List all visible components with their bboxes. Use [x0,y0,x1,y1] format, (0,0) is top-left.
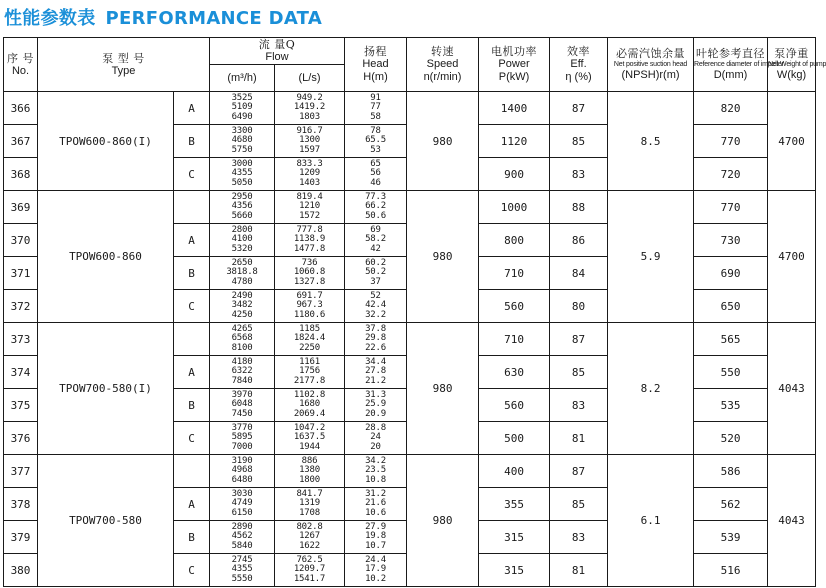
flow-ls-value: 833.3 [296,158,323,169]
flow-ls-value: 777.8 [296,224,323,235]
impeller-diameter: 520 [694,422,768,455]
flow-ls-value: 1161 [299,356,320,367]
row-number: 376 [4,422,38,455]
impeller-variant: B [174,521,210,554]
flow-ls-value: 1680 [299,399,320,410]
flow-ls-value: 1708 [299,507,320,518]
flow-ls-value: 1185 [299,323,320,334]
flow-m3h-value: 4749 [231,498,253,509]
row-number: 373 [4,323,38,356]
head-m-value: 91 [370,92,381,103]
row-number: 368 [4,158,38,191]
flow-ls [275,92,345,125]
head-m [345,191,407,224]
head-m-value: 56 [370,168,381,179]
head-m-value: 22.6 [365,342,386,353]
table-row [4,455,816,488]
flow-m3h-value: 2890 [231,521,253,532]
flow-m3h-value: 3000 [231,158,253,169]
row-number: 379 [4,521,38,554]
flow-m3h-value: 3525 [231,92,253,103]
header-weight: 泵净重 Net Weight of pump W(kg) [768,38,816,92]
flow-m3h-value: 4355 [231,168,253,179]
flow-m3h-value: 3482 [231,300,253,311]
head-m-value: 77.3 [365,191,386,202]
flow-m3h-value: 7840 [231,375,253,386]
impeller-diameter: 550 [694,356,768,389]
efficiency: 85 [550,488,608,521]
header-power: 电机功率 Power P(kW) [479,38,550,92]
page-title [4,4,322,30]
impeller-variant: A [174,488,210,521]
head-m-value: 66.2 [365,201,386,212]
flow-ls [275,257,345,290]
impeller-variant: B [174,125,210,158]
head-m-value: 17.9 [365,564,386,575]
flow-m3h [210,257,275,290]
flow-m3h-value: 3300 [231,125,253,136]
row-number: 371 [4,257,38,290]
flow-m3h [210,455,275,488]
flow-m3h-value: 2490 [231,290,253,301]
flow-m3h-value: 4180 [231,356,253,367]
flow-m3h-value: 3190 [231,455,253,466]
flow-m3h [210,125,275,158]
head-m-value: 78 [370,125,381,136]
efficiency: 85 [550,125,608,158]
head-m-value: 52 [370,290,381,301]
flow-ls-value: 886 [301,455,318,466]
head-m [345,257,407,290]
head-m-value: 65 [370,158,381,169]
table-row [4,323,816,356]
head-m-value: 19.8 [365,531,386,542]
flow-ls [275,224,345,257]
head-m-value: 32.2 [365,309,386,320]
flow-m3h-value: 5320 [231,243,253,254]
power-kw: 710 [479,323,550,356]
flow-ls [275,191,345,224]
head-m [345,125,407,158]
impeller-diameter: 690 [694,257,768,290]
flow-m3h-value: 2650 [231,257,253,268]
efficiency: 87 [550,455,608,488]
flow-m3h [210,224,275,257]
efficiency: 83 [550,158,608,191]
impeller-variant: C [174,422,210,455]
power-kw: 800 [479,224,550,257]
header-head: 扬程 Head H(m) [345,38,407,92]
head-m-value: 34.2 [365,455,386,466]
head-m-value: 20.9 [365,408,386,419]
flow-ls-value: 691.7 [296,290,323,301]
impeller-diameter: 562 [694,488,768,521]
flow-m3h-value: 5750 [231,144,253,155]
header-speed: 转速 Speed n(r/min) [407,38,479,92]
flow-ls [275,455,345,488]
head-m-value: 23.5 [365,465,386,476]
flow-m3h-value: 4355 [231,564,253,575]
efficiency: 83 [550,389,608,422]
impeller-diameter: 770 [694,125,768,158]
flow-ls-value: 1403 [299,177,320,188]
flow-ls [275,521,345,554]
row-number: 369 [4,191,38,224]
flow-m3h [210,290,275,323]
flow-m3h-value: 4680 [231,135,253,146]
pump-model: TPOW600-860 [38,191,174,323]
power-kw: 500 [479,422,550,455]
flow-ls [275,158,345,191]
impeller-diameter: 650 [694,290,768,323]
row-number: 375 [4,389,38,422]
head-m-value: 37 [370,276,381,287]
head-m-value: 10.6 [365,507,386,518]
head-m-value: 60.2 [365,257,386,268]
efficiency: 87 [550,323,608,356]
impeller-variant: C [174,554,210,587]
power-kw: 1000 [479,191,550,224]
flow-ls [275,290,345,323]
efficiency: 81 [550,554,608,587]
row-number: 367 [4,125,38,158]
impeller-variant [174,455,210,488]
flow-ls-value: 1060.8 [293,267,326,278]
flow-m3h-value: 4265 [231,323,253,334]
flow-ls-value: 1210 [299,201,320,212]
flow-ls-value: 1267 [299,531,320,542]
head-m-value: 29.8 [365,333,386,344]
flow-m3h-value: 5550 [231,573,253,584]
head-m-value: 42 [370,243,381,254]
row-number: 378 [4,488,38,521]
pump-weight: 4043 [768,455,816,587]
flow-ls-value: 736 [301,257,318,268]
impeller-variant: B [174,389,210,422]
flow-ls-value: 1477.8 [293,243,326,254]
flow-m3h-value: 6568 [231,333,253,344]
flow-ls-value: 1319 [299,498,320,509]
power-kw: 560 [479,290,550,323]
flow-m3h [210,554,275,587]
head-m-value: 20 [370,441,381,452]
flow-ls-value: 1419.2 [293,102,326,113]
efficiency: 83 [550,521,608,554]
head-m-value: 50.2 [365,267,386,278]
header-type: 泵 型 号 Type [38,38,210,92]
flow-ls-value: 1327.8 [293,276,326,287]
flow-m3h [210,422,275,455]
head-m-value: 58 [370,111,381,122]
flow-ls-value: 949.2 [296,92,323,103]
impeller-diameter: 770 [694,191,768,224]
impeller-variant [174,323,210,356]
flow-ls-value: 802.8 [296,521,323,532]
speed: 980 [407,191,479,323]
efficiency: 87 [550,92,608,125]
flow-m3h-value: 4250 [231,309,253,320]
impeller-variant [174,191,210,224]
flow-ls [275,554,345,587]
efficiency: 88 [550,191,608,224]
flow-ls-value: 2069.4 [293,408,326,419]
flow-ls-value: 1944 [299,441,320,452]
impeller-diameter: 720 [694,158,768,191]
power-kw: 560 [479,389,550,422]
flow-m3h-value: 5895 [231,432,253,443]
power-kw: 315 [479,554,550,587]
head-m-value: 21.6 [365,498,386,509]
head-m-value: 10.2 [365,573,386,584]
flow-ls-value: 1622 [299,540,320,551]
flow-m3h-value: 6490 [231,111,253,122]
head-m [345,422,407,455]
head-m [345,290,407,323]
head-m [345,455,407,488]
flow-ls-value: 2177.8 [293,375,326,386]
impeller-diameter: 565 [694,323,768,356]
flow-ls [275,323,345,356]
flow-ls [275,389,345,422]
speed: 980 [407,323,479,455]
head-m-value: 24 [370,432,381,443]
power-kw: 710 [479,257,550,290]
head-m-value: 46 [370,177,381,188]
flow-ls-value: 1380 [299,465,320,476]
pump-weight: 4043 [768,323,816,455]
flow-ls-value: 1756 [299,366,320,377]
flow-m3h-value: 3970 [231,389,253,400]
flow-ls-value: 1047.2 [293,422,326,433]
head-m-value: 31.3 [365,389,386,400]
head-m-value: 25.9 [365,399,386,410]
head-m [345,521,407,554]
header-npsh: 必需汽蚀余量 Net positive suction head (NPSH)r(m) [608,38,694,92]
impeller-diameter: 516 [694,554,768,587]
flow-ls-value: 916.7 [296,125,323,136]
head-m [345,224,407,257]
flow-ls-value: 1800 [299,474,320,485]
pump-model: TPOW700-580(I) [38,323,174,455]
head-m-value: 53 [370,144,381,155]
flow-ls-value: 1597 [299,144,320,155]
head-m-value: 37.8 [365,323,386,334]
flow-m3h-value: 4100 [231,234,253,245]
head-m-value: 10.8 [365,474,386,485]
head-m-value: 28.8 [365,422,386,433]
head-m-value: 24.4 [365,554,386,565]
flow-ls [275,356,345,389]
flow-m3h-value: 3030 [231,488,253,499]
flow-m3h-value: 3818.8 [226,267,258,278]
flow-ls-value: 819.4 [296,191,323,202]
flow-ls-value: 1102.8 [293,389,326,400]
flow-m3h-value: 6480 [231,474,253,485]
head-m-value: 21.2 [365,375,386,386]
row-number: 372 [4,290,38,323]
flow-ls-value: 762.5 [296,554,323,565]
flow-ls-value: 1209 [299,168,320,179]
flow-ls-value: 1572 [299,210,320,221]
power-kw: 1120 [479,125,550,158]
title-cn: 性能参数表 [4,8,96,29]
table-row [4,92,816,125]
header-eff: 效率 Eff. η (%) [550,38,608,92]
efficiency: 86 [550,224,608,257]
table-row [4,191,816,224]
flow-m3h-value: 6048 [231,399,253,410]
head-m-value: 69 [370,224,381,235]
flow-m3h-value: 4780 [231,276,253,287]
flow-ls-value: 967.3 [296,300,323,311]
flow-ls-value: 1209.7 [293,564,326,575]
flow-ls [275,422,345,455]
flow-m3h-value: 4356 [231,201,253,212]
npsh: 6.1 [608,455,694,587]
row-number: 374 [4,356,38,389]
impeller-diameter: 730 [694,224,768,257]
flow-m3h-value: 5109 [231,102,253,113]
flow-ls-value: 1824.4 [293,333,326,344]
head-m [345,554,407,587]
head-m-value: 34.4 [365,356,386,367]
performance-table [3,37,826,587]
pump-weight: 4700 [768,92,816,191]
power-kw: 400 [479,455,550,488]
head-m-value: 10.7 [365,540,386,551]
flow-ls [275,488,345,521]
flow-m3h [210,158,275,191]
flow-m3h [210,389,275,422]
head-m [345,158,407,191]
impeller-variant: A [174,224,210,257]
flow-m3h-value: 2745 [231,554,253,565]
flow-m3h [210,521,275,554]
flow-m3h-value: 5050 [231,177,253,188]
efficiency: 84 [550,257,608,290]
impeller-diameter: 820 [694,92,768,125]
flow-m3h [210,323,275,356]
power-kw: 900 [479,158,550,191]
speed: 980 [407,92,479,191]
flow-ls-value: 2250 [299,342,320,353]
flow-m3h-value: 2950 [231,191,253,202]
flow-m3h-value: 2800 [231,224,253,235]
head-m-value: 77 [370,102,381,113]
row-number: 366 [4,92,38,125]
flow-ls-value: 1300 [299,135,320,146]
impeller-variant: B [174,257,210,290]
head-m [345,92,407,125]
head-m [345,488,407,521]
header-flow-unit-m3h: (m³/h) [210,65,275,92]
impeller-variant: C [174,290,210,323]
flow-ls-value: 1541.7 [293,573,326,584]
flow-m3h [210,191,275,224]
flow-m3h-value: 7450 [231,408,253,419]
pump-model: TPOW600-860(I) [38,92,174,191]
flow-ls-value: 1138.9 [293,234,326,245]
header-impeller: 叶轮参考直径 Reference diameter of impeller D(mm) [694,38,768,92]
impeller-diameter: 535 [694,389,768,422]
power-kw: 630 [479,356,550,389]
flow-m3h-value: 3770 [231,422,253,433]
efficiency: 85 [550,356,608,389]
flow-m3h-value: 4562 [231,531,253,542]
efficiency: 80 [550,290,608,323]
power-kw: 355 [479,488,550,521]
head-m [345,323,407,356]
header-flow: 流 量Q Flow [210,38,345,65]
pump-model: TPOW700-580 [38,455,174,587]
flow-m3h-value: 6322 [231,366,253,377]
npsh: 8.5 [608,92,694,191]
flow-ls-value: 1637.5 [293,432,326,443]
row-number: 377 [4,455,38,488]
npsh: 8.2 [608,323,694,455]
flow-m3h [210,92,275,125]
head-m-value: 42.4 [365,300,386,311]
impeller-diameter: 586 [694,455,768,488]
head-m-value: 50.6 [365,210,386,221]
head-m-value: 27.8 [365,366,386,377]
flow-m3h-value: 8100 [231,342,253,353]
title-en: PERFORMANCE DATA [105,8,323,29]
impeller-variant: A [174,356,210,389]
head-m [345,356,407,389]
speed: 980 [407,455,479,587]
flow-m3h-value: 5660 [231,210,253,221]
row-number: 370 [4,224,38,257]
flow-ls-value: 1803 [299,111,320,122]
npsh: 5.9 [608,191,694,323]
header-flow-unit-ls: (L/s) [275,65,345,92]
power-kw: 315 [479,521,550,554]
head-m-value: 65.5 [365,135,386,146]
flow-m3h-value: 4968 [231,465,253,476]
flow-m3h [210,356,275,389]
flow-m3h [210,488,275,521]
head-m-value: 58.2 [365,234,386,245]
efficiency: 81 [550,422,608,455]
flow-ls-value: 841.7 [296,488,323,499]
header-no: 序 号 No. [4,38,38,92]
flow-m3h-value: 7000 [231,441,253,452]
flow-m3h-value: 6150 [231,507,253,518]
head-m-value: 31.2 [365,488,386,499]
row-number: 380 [4,554,38,587]
impeller-variant: A [174,92,210,125]
impeller-variant: C [174,158,210,191]
head-m [345,389,407,422]
impeller-diameter: 539 [694,521,768,554]
flow-ls-value: 1180.6 [293,309,326,320]
head-m-value: 27.9 [365,521,386,532]
power-kw: 1400 [479,92,550,125]
flow-ls [275,125,345,158]
flow-m3h-value: 5840 [231,540,253,551]
pump-weight: 4700 [768,191,816,323]
